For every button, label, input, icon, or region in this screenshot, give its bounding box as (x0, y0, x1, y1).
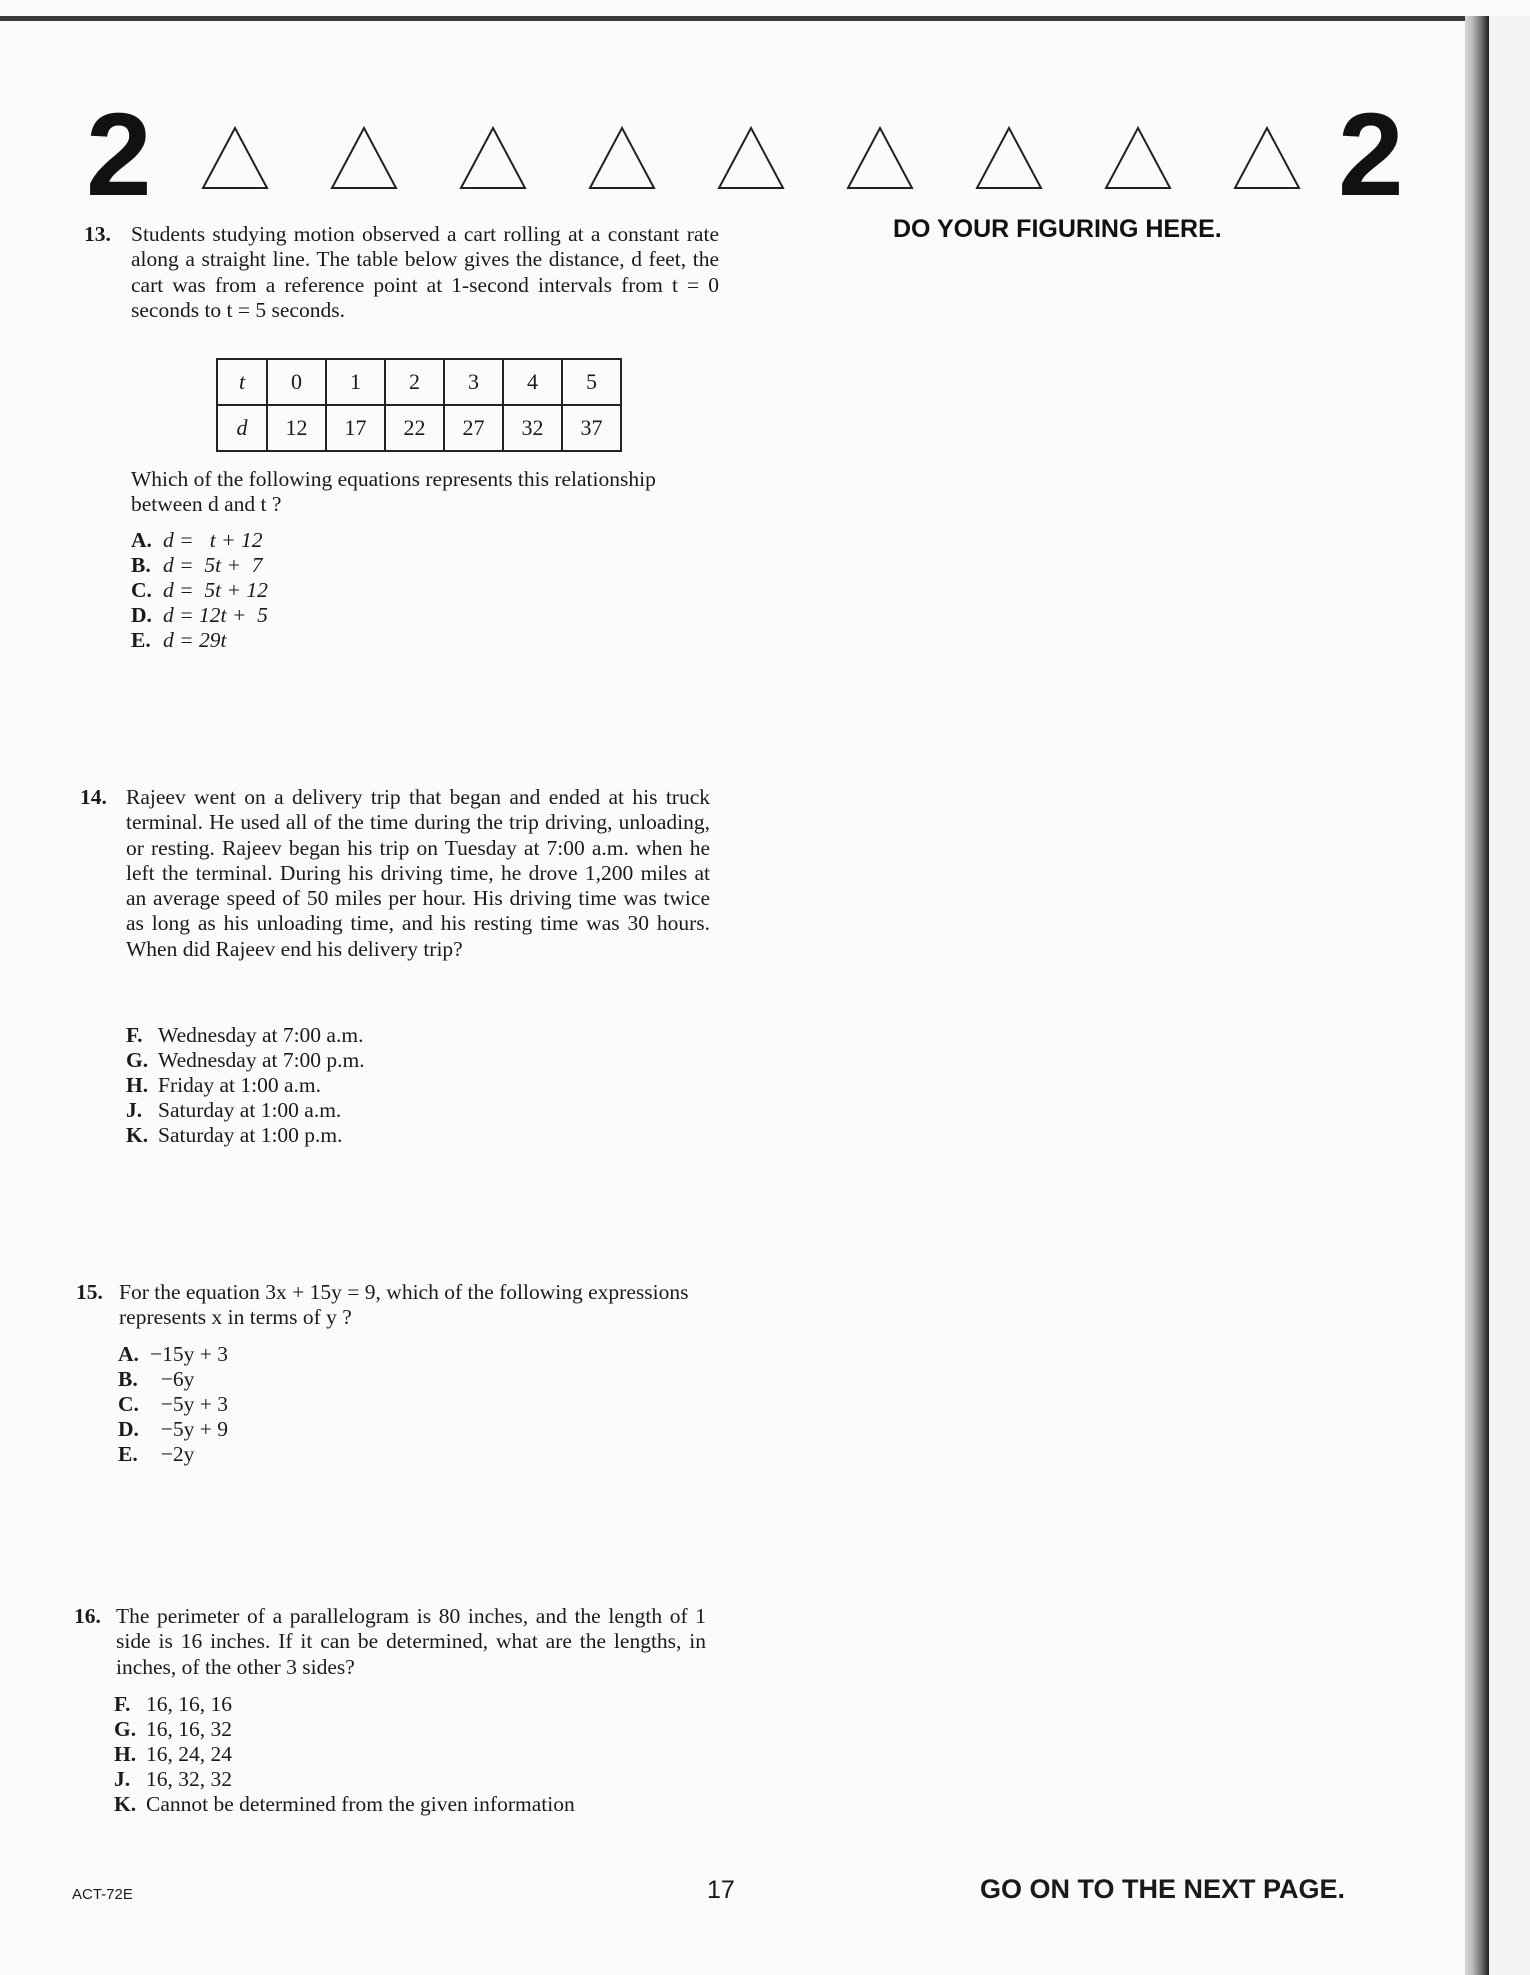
question-13-prompt (131, 467, 721, 521)
answer-option[interactable] (114, 1767, 232, 1792)
question-13 (84, 222, 724, 342)
answer-option[interactable] (114, 1742, 232, 1767)
question-stem: The perimeter of a parallelogram is 80 inches, and the length of 1 side is 16 inches. If it can be determined, what are the lengths, in inches, of the other 3 sides? (116, 1604, 706, 1679)
section-number-right: 2 (1338, 89, 1404, 221)
option-letter: G. (126, 1048, 149, 1072)
triangle-icon (587, 125, 657, 191)
section-number-left: 2 (86, 89, 152, 221)
triangle-icon (974, 125, 1044, 191)
answer-option[interactable] (126, 1098, 341, 1123)
option-letter: B. (131, 553, 151, 577)
question-stem: For the equation 3x + 15y = 9, which of the following expressions represents x in terms of y ? (119, 1280, 689, 1330)
table-cell: 3 (444, 359, 503, 405)
answer-option[interactable] (131, 628, 226, 653)
question-stem: Students studying motion observed a cart rolling at a constant rate along a straight line. The table below gives the distance, d feet, the cart was from a reference point at 1-second intervals from t = 0 seconds to t = 5 seconds. (131, 222, 719, 322)
table-cell: t (217, 359, 267, 405)
answer-option[interactable] (114, 1717, 232, 1742)
option-text: Wednesday at 7:00 p.m. (158, 1048, 365, 1072)
option-letter: D. (118, 1417, 139, 1441)
option-letter: D. (131, 603, 152, 627)
question-stem: Rajeev went on a delivery trip that began and ended at his truck terminal. He used all of the time during the trip driving, unloading, or resting. Rajeev began his trip on Tuesday at 7:00 a.m. when he left the terminal. During his driving time, he drove 1,200 miles at an average speed of 50 miles per hour. His driving time was twice as long as his unloading time, and his resting time was 30 hours. When did Rajeev end his delivery trip? (126, 785, 710, 961)
option-text: −2y (150, 1442, 195, 1466)
answer-option[interactable] (118, 1442, 194, 1467)
option-letter: A. (118, 1342, 139, 1366)
option-text: 16, 16, 16 (146, 1692, 232, 1716)
question-number: 15. (76, 1280, 103, 1304)
table-cell: 2 (385, 359, 444, 405)
table-cell: 5 (562, 359, 621, 405)
distance-time-table (216, 358, 622, 452)
table-cell: 27 (444, 405, 503, 451)
option-text: −5y + 3 (150, 1392, 229, 1416)
option-letter: A. (131, 528, 152, 552)
option-text: Saturday at 1:00 p.m. (158, 1123, 343, 1147)
triangle-icon (458, 125, 528, 191)
table-cell: d (217, 405, 267, 451)
table-row (217, 359, 621, 405)
option-text: d = 29t (163, 628, 227, 652)
option-text: d = 12t + 5 (163, 603, 268, 627)
option-text: d = 5t + 7 (163, 553, 263, 577)
option-text: −15y + 3 (150, 1342, 229, 1366)
answer-option[interactable] (131, 553, 263, 578)
triangle-icon (329, 125, 399, 191)
next-page-instruction: GO ON TO THE NEXT PAGE. (980, 1874, 1346, 1904)
option-letter: B. (118, 1367, 138, 1391)
option-letter: C. (131, 578, 152, 602)
question-number: 16. (74, 1604, 101, 1628)
option-letter: H. (126, 1073, 149, 1097)
answer-option[interactable] (118, 1367, 194, 1392)
option-letter: E. (131, 628, 151, 652)
table-cell: 32 (503, 405, 562, 451)
option-text: Saturday at 1:00 a.m. (158, 1098, 342, 1122)
option-letter: H. (114, 1742, 137, 1766)
answer-option[interactable] (131, 528, 263, 553)
option-text: −5y + 9 (150, 1417, 229, 1441)
option-text: −6y (150, 1367, 195, 1391)
option-letter: E. (118, 1442, 138, 1466)
option-text: Cannot be determined from the given information (146, 1792, 575, 1816)
option-text: d = t + 12 (163, 528, 263, 552)
table-cell: 12 (267, 405, 326, 451)
answer-option[interactable] (118, 1342, 228, 1367)
answer-option[interactable] (126, 1048, 365, 1073)
answer-option[interactable] (114, 1792, 575, 1817)
triangle-icon (200, 125, 270, 191)
triangle-icon (1232, 125, 1302, 191)
option-letter: J. (114, 1767, 131, 1791)
scratch-area-label: DO YOUR FIGURING HERE. (893, 215, 1222, 243)
question-number: 13. (84, 222, 111, 246)
test-code: ACT-72E (72, 1886, 133, 1903)
page-edge (1489, 16, 1530, 1975)
option-letter: G. (114, 1717, 137, 1741)
table-cell: 4 (503, 359, 562, 405)
answer-option[interactable] (118, 1417, 228, 1442)
answer-option[interactable] (114, 1692, 232, 1717)
question-14 (80, 785, 720, 1025)
table-cell: 17 (326, 405, 385, 451)
triangle-icon (716, 125, 786, 191)
answer-option[interactable] (118, 1392, 228, 1417)
option-letter: C. (118, 1392, 139, 1416)
option-letter: J. (126, 1098, 143, 1122)
option-text: 16, 32, 32 (146, 1767, 232, 1791)
table-row (217, 405, 621, 451)
answer-option[interactable] (126, 1073, 321, 1098)
question-text: Which of the following equations represents this relationship between d and t ? (131, 467, 656, 517)
option-letter: K. (114, 1792, 137, 1816)
option-text: Friday at 1:00 a.m. (158, 1073, 322, 1097)
option-text: 16, 16, 32 (146, 1717, 232, 1741)
table-cell: 0 (267, 359, 326, 405)
question-16 (74, 1604, 714, 1684)
page-edge-shadow (1465, 16, 1489, 1975)
triangle-icon (1103, 125, 1173, 191)
answer-option[interactable] (131, 603, 268, 628)
table-cell: 1 (326, 359, 385, 405)
answer-option[interactable] (126, 1123, 343, 1148)
question-number: 14. (80, 785, 107, 809)
top-rule (0, 16, 1500, 21)
option-text: Wednesday at 7:00 a.m. (158, 1023, 364, 1047)
option-letter: F. (114, 1692, 131, 1716)
option-text: d = 5t + 12 (163, 578, 268, 602)
table-cell: 37 (562, 405, 621, 451)
page-number: 17 (707, 1876, 735, 1904)
table-cell: 22 (385, 405, 444, 451)
option-text: 16, 24, 24 (146, 1742, 232, 1766)
option-letter: F. (126, 1023, 143, 1047)
question-15 (76, 1280, 716, 1334)
triangle-icon (845, 125, 915, 191)
answer-option[interactable] (126, 1023, 363, 1048)
option-letter: K. (126, 1123, 149, 1147)
answer-option[interactable] (131, 578, 268, 603)
